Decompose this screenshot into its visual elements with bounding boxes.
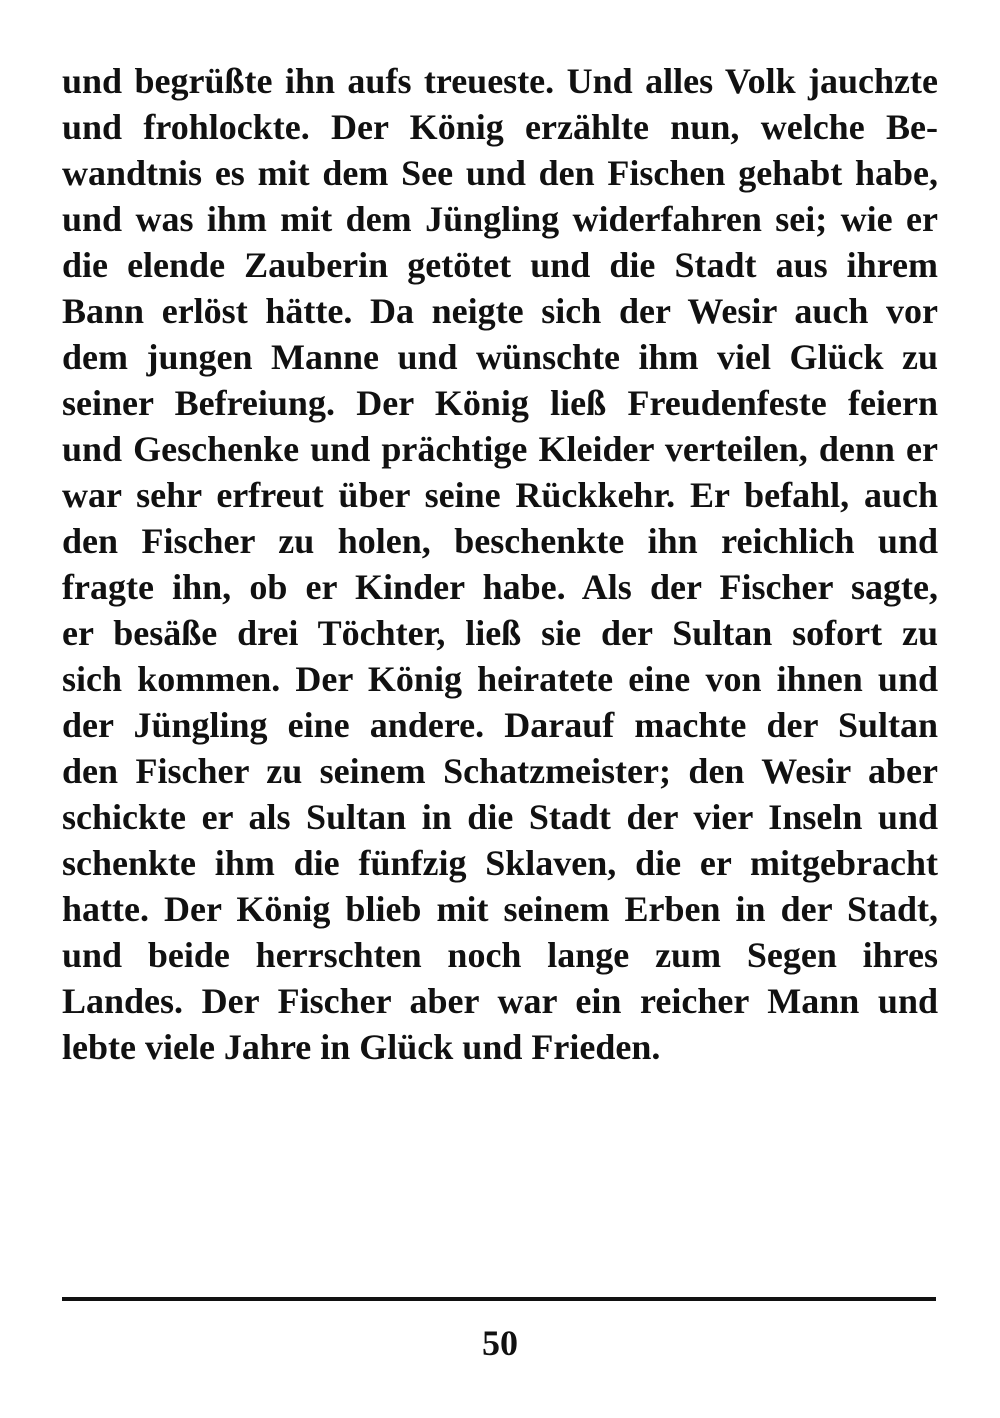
text-line: schickte er als Sultan in die Stadt der vier Inseln und bbox=[62, 797, 938, 837]
text-line: dem jungen Manne und wünschte ihm viel Glück zu bbox=[62, 337, 938, 377]
text-line: er besäße drei Töchter, ließ sie der Sultan sofort zu bbox=[62, 613, 938, 653]
text-line: und begrüßte ihn aufs treueste. Und alles Volk jauchzte bbox=[62, 61, 938, 101]
text-line: und beide herrschten noch lange zum Segen ihres bbox=[62, 935, 938, 975]
text-line: den Fischer zu holen, beschenkte ihn reichlich und bbox=[62, 521, 938, 561]
text-line: hatte. Der König blieb mit seinem Erben in der Stadt, bbox=[62, 889, 938, 929]
text-line: und was ihm mit dem Jüngling widerfahren sei; wie er bbox=[62, 199, 938, 239]
text-line: seiner Befreiung. Der König ließ Freudenfeste feiern bbox=[62, 383, 938, 423]
text-line: sich kommen. Der König heiratete eine von ihnen und bbox=[62, 659, 938, 699]
footer-rule bbox=[62, 1297, 936, 1301]
text-line: wandtnis es mit dem See und den Fischen gehabt habe, bbox=[62, 153, 938, 193]
page-number: 50 bbox=[482, 1323, 518, 1363]
body-text bbox=[62, 58, 938, 1070]
text-line-last: lebte viele Jahre in Glück und Frieden. bbox=[62, 1027, 661, 1067]
text-line: die elende Zauberin getötet und die Stadt aus ihrem bbox=[62, 245, 938, 285]
text-line: Landes. Der Fischer aber war ein reicher Mann und bbox=[62, 981, 938, 1021]
text-line: Bann erlöst hätte. Da neigte sich der Wesir auch vor bbox=[62, 291, 938, 331]
text-line: der Jüngling eine andere. Darauf machte der Sultan bbox=[62, 705, 938, 745]
text-line: und Geschenke und prächtige Kleider verteilen, denn er bbox=[62, 429, 938, 469]
text-line: fragte ihn, ob er Kinder habe. Als der Fischer sagte, bbox=[62, 567, 938, 607]
text-line: und frohlockte. Der König erzählte nun, welche Be- bbox=[62, 107, 938, 147]
text-line: den Fischer zu seinem Schatzmeister; den Wesir aber bbox=[62, 751, 938, 791]
text-line: war sehr erfreut über seine Rückkehr. Er befahl, auch bbox=[62, 475, 938, 515]
text-line: schenkte ihm die fünfzig Sklaven, die er mitgebracht bbox=[62, 843, 938, 883]
